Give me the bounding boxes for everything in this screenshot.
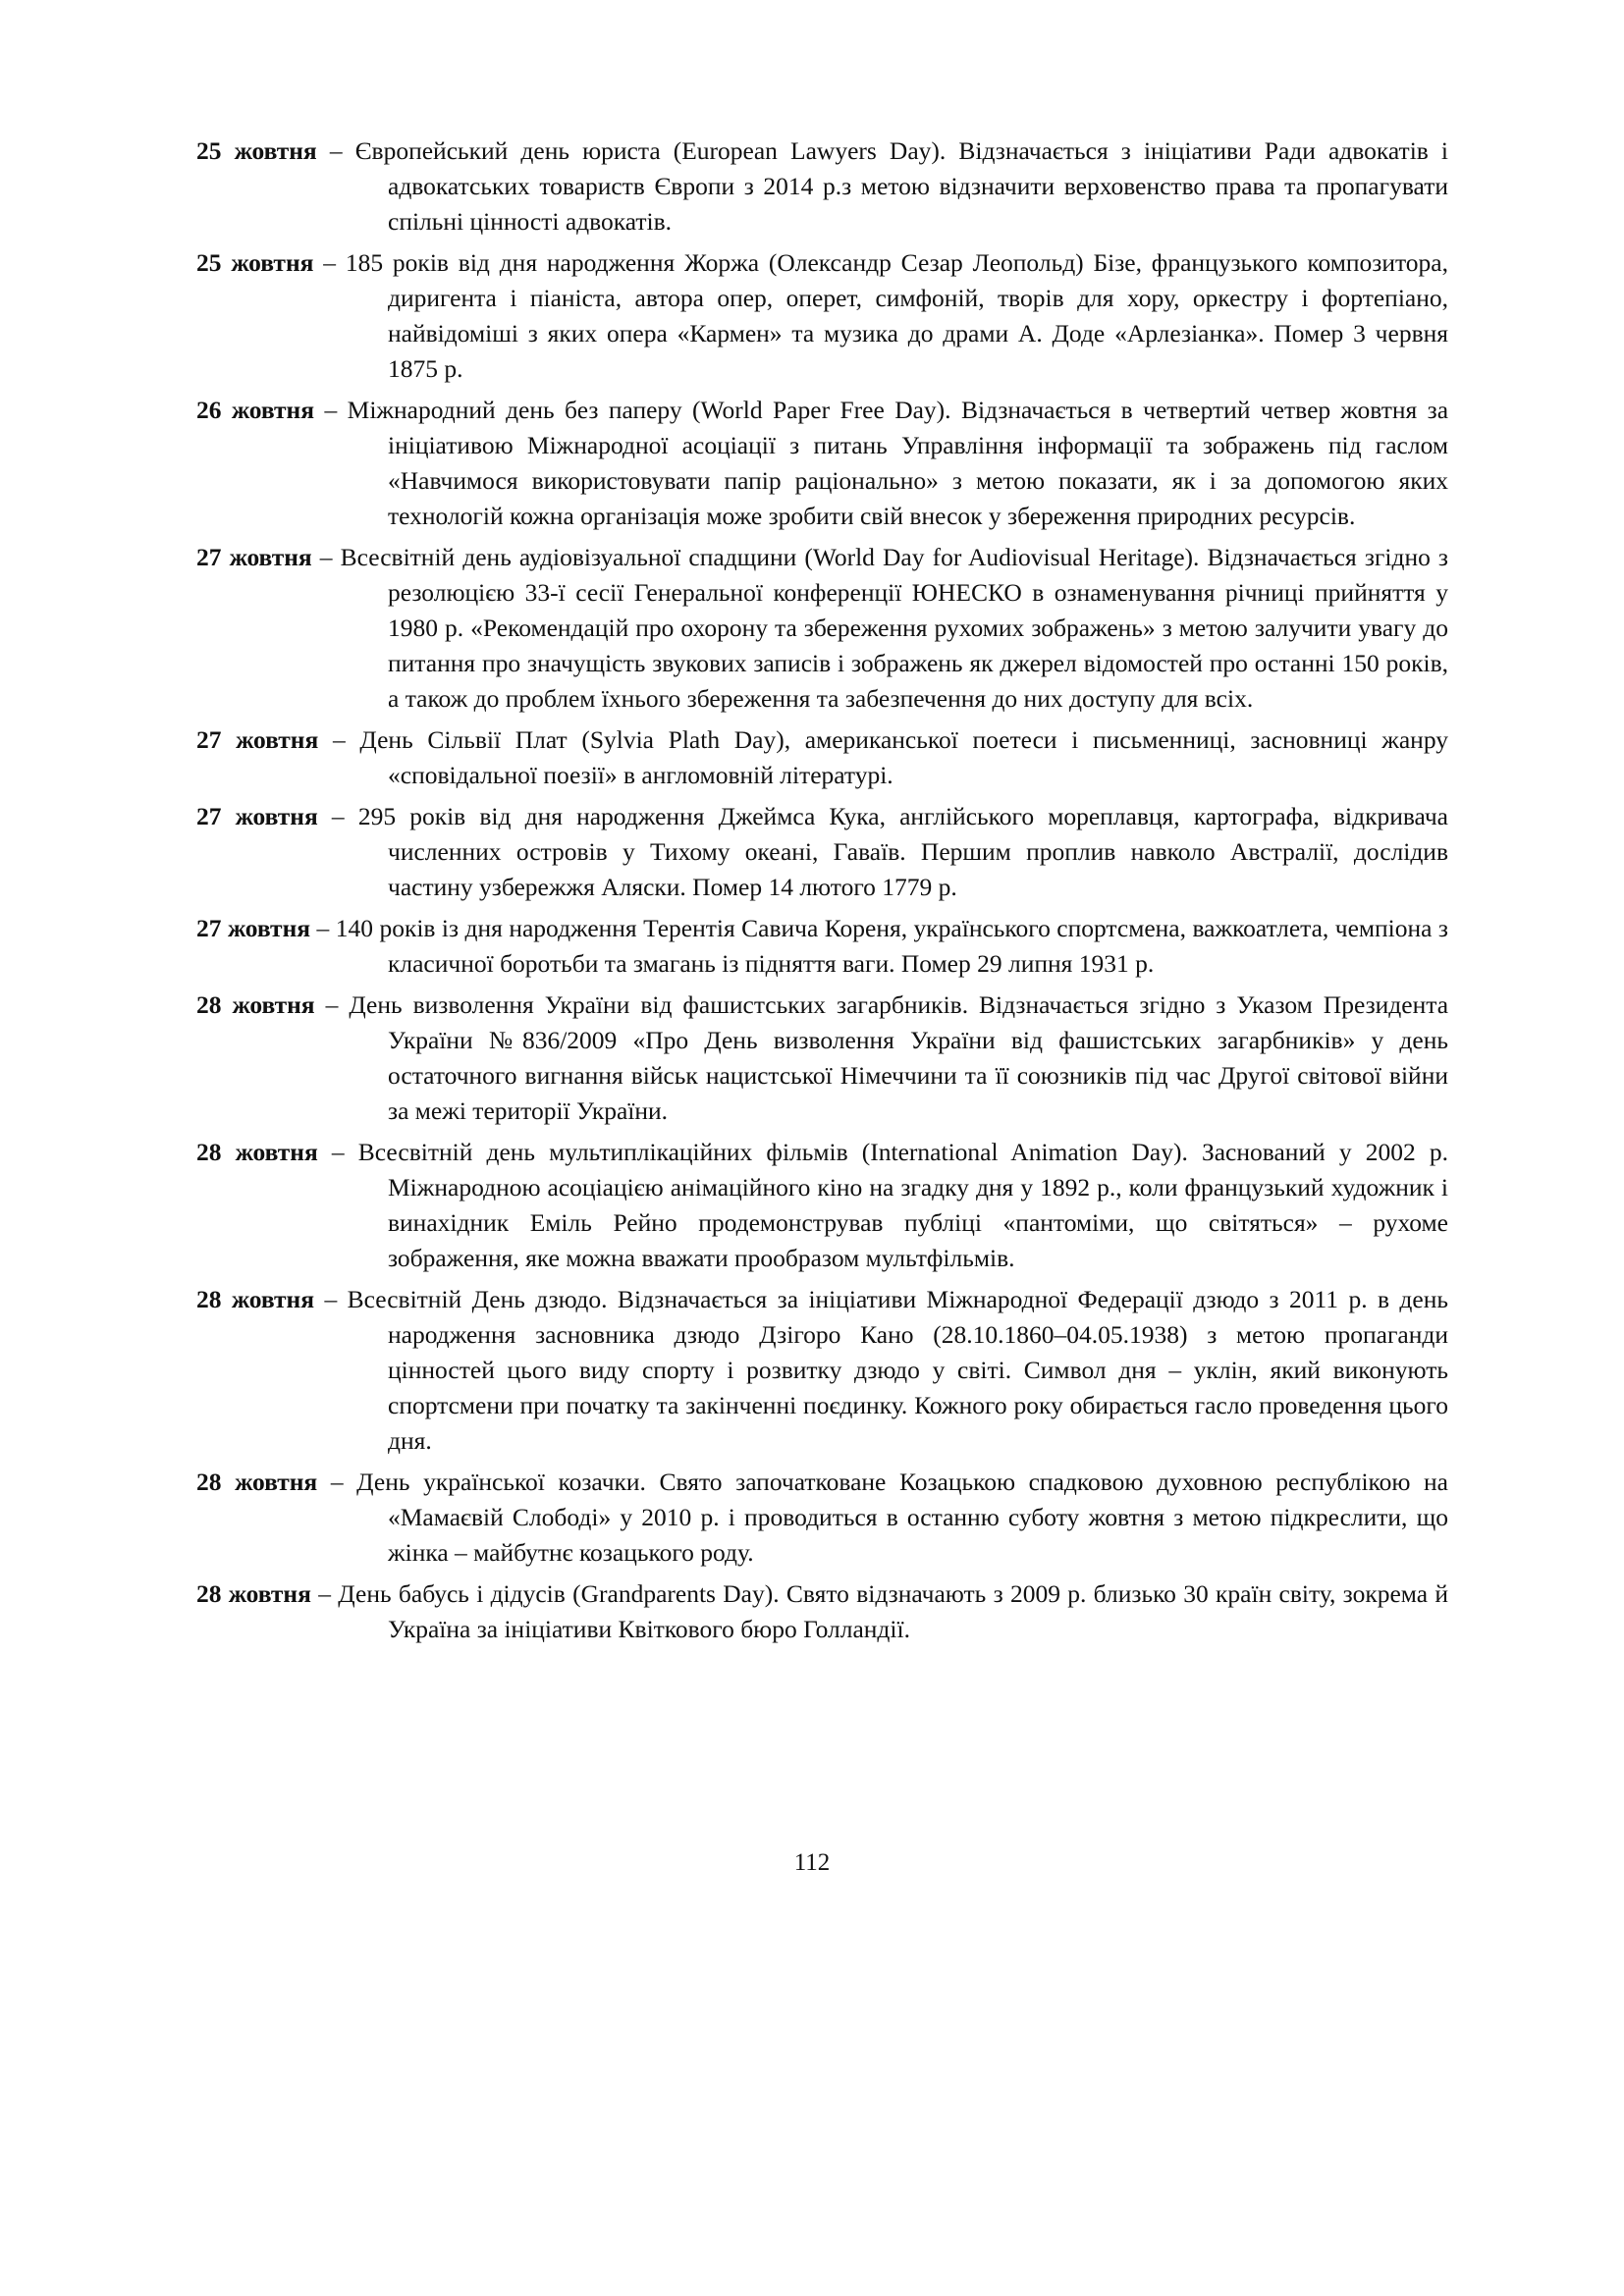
entry-text: День визволення України від фашистських загарбників. Відзначається згідно з Указом Президента України №836/2009 «Про День визволення України від фашистських загарбників» у день остаточного вигнання військ нацистської Німеччини та її союзників під час Другої світової війни за межі території України.: [349, 990, 1449, 1125]
entry-date: 25 жовтня: [196, 248, 314, 277]
entry-dash: –: [314, 1285, 348, 1313]
calendar-entry: [196, 393, 1448, 534]
calendar-entry: [196, 1576, 1448, 1647]
entry-date: 28 жовтня: [196, 1468, 318, 1496]
entry-dash: –: [316, 136, 355, 165]
entry-text: 185 років від дня народження Жоржа (Олександр Сезар Леопольд) Бізе, французького композитора, диригента і піаніста, автора опер, оперет, симфоній, творів для хору, оркестру і фортепіано, найвідоміші з яких опера «Кармен» та музика до драми А. Доде «Арлезіанка». Помер 3 червня 1875 р.: [345, 248, 1449, 383]
calendar-entry: [196, 540, 1448, 717]
entry-text: Всесвітній День дзюдо. Відзначається за ініціативи Міжнародної Федерації дзюдо з 2011 р. в день народження засновника дзюдо Дзігоро Кано (28.10.1860–04.05.1938) з метою пропаганди цінностей цього виду спорту і розвитку дзюдо у світі. Символ дня – уклін, який виконують спортсмени при початку та закінченні поєдинку. Кожного року обирається гасло проведення цього дня.: [347, 1285, 1449, 1455]
entry-text: 295 років від дня народження Джеймса Кука, англійського мореплавця, картографа, відкривача численних островів у Тихому океані, Гаваїв. Першим проплив навколо Австралії, дослідив частину узбережжя Аляски. Помер 14 лютого 1779 р.: [357, 802, 1448, 901]
calendar-entry: [196, 1282, 1448, 1459]
calendar-entry: [196, 133, 1448, 240]
entry-text: Міжнародний день без паперу (World Paper Free Day). Відзначається в четвертий четвер жовтня за ініціативою Міжнародної асоціації з питань Управління інформації та зображень під гаслом «Навчимося використовувати папір раціонально» з метою показати, як і за допомогою яких технологій кожна організація може зробити свій внесок у збереження природних ресурсів.: [347, 396, 1449, 530]
entry-dash: –: [310, 914, 336, 942]
entry-text: 140 років із дня народження Терентія Савича Кореня, українського спортсмена, важкоатлета, чемпіона з класичної боротьби та змагань із підняття ваги. Помер 29 липня 1931 р.: [335, 914, 1448, 978]
document-page: [196, 133, 1448, 1653]
entry-date: 27 жовтня: [196, 543, 312, 571]
entry-date: 28 жовтня: [196, 990, 315, 1019]
calendar-entry: [196, 722, 1448, 793]
entry-date: 25 жовтня: [196, 136, 317, 165]
entry-date: 26 жовтня: [196, 396, 315, 424]
calendar-entry: [196, 245, 1448, 387]
entry-date: 28 жовтня: [196, 1285, 315, 1313]
entry-dash: –: [317, 1468, 357, 1496]
page-number: 112: [793, 1849, 831, 1876]
calendar-entry: [196, 799, 1448, 905]
entry-date: 27 жовтня: [196, 802, 318, 830]
calendar-entry: [196, 1465, 1448, 1571]
entry-dash: –: [310, 1579, 339, 1608]
entry-text: Європейський день юриста (European Lawyers Day). Відзначається з ініціативи Ради адвокатів і адвокатських товариств Європи з 2014 р.з метою відзначити верховенство права та пропагувати спільні цінності адвокатів.: [354, 136, 1449, 236]
calendar-entry: [196, 1135, 1448, 1276]
entry-dash: –: [314, 396, 348, 424]
entry-date: 28 жовтня: [196, 1138, 318, 1166]
entry-text: День Сільвії Плат (Sylvia Plath Day), американської поетеси і письменниці, засновниці жанру «сповідальної поезії» в англомовній літературі.: [359, 725, 1448, 789]
calendar-entry: [196, 988, 1448, 1129]
entry-text: Всесвітній день мультиплікаційних фільмів (International Animation Day). Заснований у 2002 р. Міжнародною асоціацією анімаційного кіно на згадку дня у 1892 р., коли французький художник і винахідник Еміль Рейно продемонстрував публіці «пантоміми, що світяться» – рухоме зображення, яке можна вважати прообразом мультфільмів.: [357, 1138, 1449, 1272]
entry-text: Всесвітній день аудіовізуальної спадщини (World Day for Audiovisual Heritage). Відзначається згідно з резолюцією 33-ї сесії Генеральної конференції ЮНЕСКО в ознаменування річниці прийняття у 1980 р. «Рекомендацій про охорону та збереження рухомих зображень» з метою залучити увагу до питання про значущість звукових записів і зображень як джерел відомостей про останні 150 років, а також до проблем їхнього збереження та забезпечення до них доступу для всіх.: [340, 543, 1448, 713]
entry-dash: –: [311, 543, 341, 571]
entry-dash: –: [317, 802, 358, 830]
entry-dash: –: [318, 725, 360, 754]
entry-dash: –: [317, 1138, 358, 1166]
entry-text: День бабусь і дідусів (Grandparents Day). Свято відзначають з 2009 р. близько 30 країн світу, зокрема й Україна за ініціативи Квіткового бюро Голландії.: [338, 1579, 1449, 1643]
entry-dash: –: [313, 248, 346, 277]
calendar-entry: [196, 911, 1448, 982]
entry-date: 27 жовтня: [196, 914, 311, 942]
entry-dash: –: [314, 990, 350, 1019]
entry-text: День української козачки. Свято започатковане Козацькою спадковою духовною республікою на «Мамаєвій Слободі» у 2010 р. і проводиться в останню суботу жовтня з метою підкреслити, що жінка – майбутнє козацького роду.: [356, 1468, 1448, 1567]
entry-date: 28 жовтня: [196, 1579, 311, 1608]
entry-date: 27 жовтня: [196, 725, 319, 754]
